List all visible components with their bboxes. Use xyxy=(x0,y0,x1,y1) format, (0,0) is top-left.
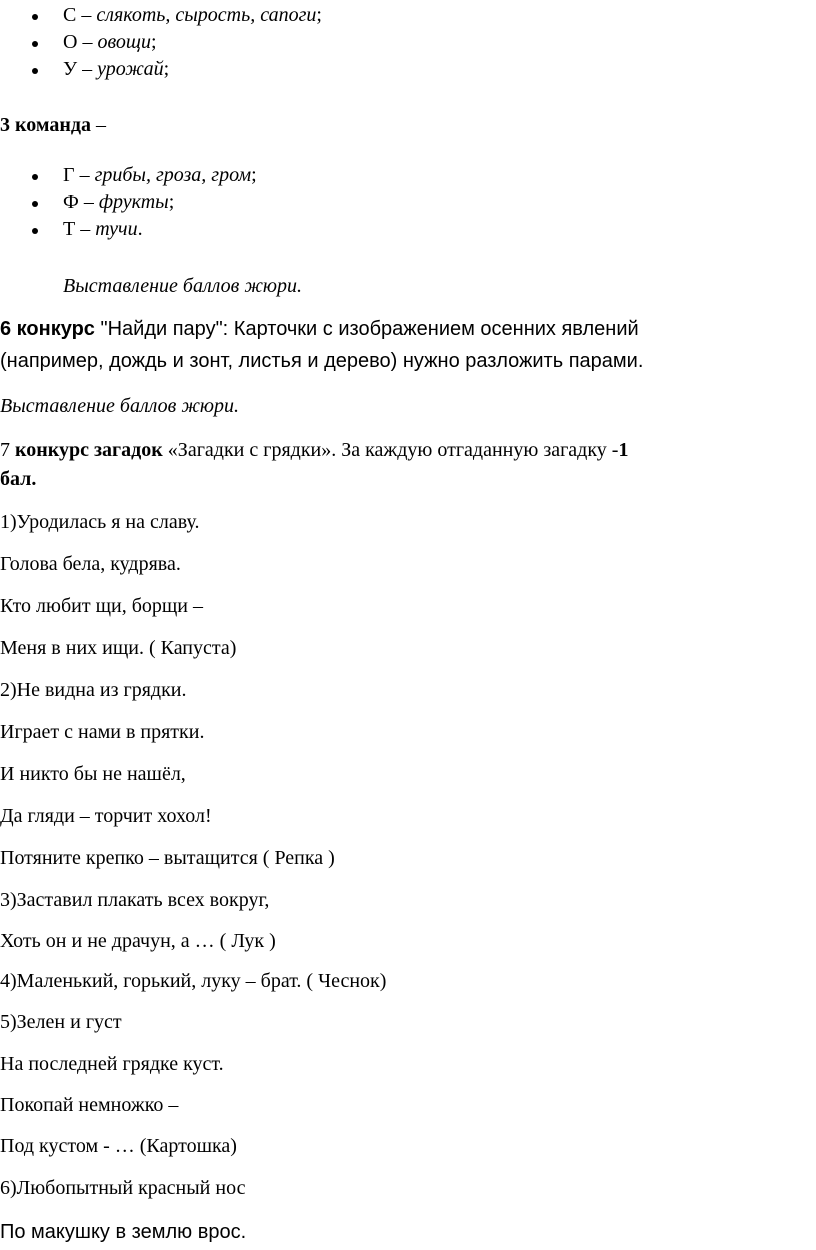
item-dash: – xyxy=(77,58,98,80)
item-end: ; xyxy=(163,58,170,80)
jury-text: Выставление баллов жюри. xyxy=(63,275,303,297)
riddle-text: 1)Уродилась я на славу. xyxy=(0,511,200,533)
contest6-text-2: (например, дождь и зонт, листья и дерево) нужно разложить парами. xyxy=(0,350,644,372)
riddle-line xyxy=(0,929,276,953)
contest6-text: "Найди пару": Карточки с изображением осенних явлений xyxy=(94,318,639,340)
item-words: урожай xyxy=(97,58,164,80)
team3-title: 3 команда xyxy=(0,114,92,136)
item-letter: С xyxy=(63,4,77,26)
item-end: . xyxy=(137,218,143,240)
riddle-line xyxy=(0,510,200,534)
contest7-number: 7 xyxy=(0,439,15,461)
riddle-text: Голова бела, кудрява. xyxy=(0,553,181,575)
riddle-line xyxy=(0,1052,224,1076)
list-item xyxy=(0,29,322,56)
list-item xyxy=(0,2,322,29)
item-end: ; xyxy=(316,4,322,26)
team3-dash: – xyxy=(91,114,107,136)
item-dash: – xyxy=(76,4,97,26)
item-letter: Ф xyxy=(63,191,79,213)
list-item xyxy=(0,189,257,216)
riddle-text: Да гляди – торчит хохол! xyxy=(0,805,212,827)
riddle-text: 6)Любопытный красный нос xyxy=(0,1177,246,1199)
item-letter: Т xyxy=(63,218,76,240)
riddle-text: И никто бы не нашёл, xyxy=(0,763,186,785)
contest7-score: 1 xyxy=(618,439,629,461)
riddle-line-last xyxy=(0,1220,246,1244)
bullet-icon xyxy=(32,41,38,47)
item-letter: О xyxy=(63,31,78,53)
contest6-line2 xyxy=(0,349,643,373)
riddle-text: Кто любит щи, борщи – xyxy=(0,595,203,617)
riddle-line xyxy=(0,1010,122,1034)
bullet-icon xyxy=(32,228,38,234)
contest7-score-unit: бал. xyxy=(0,468,37,490)
item-words: слякоть, сырость, сапоги xyxy=(96,4,317,26)
list-item xyxy=(0,56,322,83)
item-letter: Г xyxy=(63,164,75,186)
list-item xyxy=(0,216,257,243)
riddle-text: Потяните крепко – вытащится ( Репка ) xyxy=(0,847,335,869)
riddle-text: 5)Зелен и густ xyxy=(0,1011,122,1033)
item-words: грибы, гроза, гром xyxy=(94,164,252,186)
jury-note xyxy=(63,274,302,298)
riddle-text: Меня в них ищи. ( Капуста) xyxy=(0,637,237,659)
list-item xyxy=(0,162,257,189)
riddle-line xyxy=(0,762,186,786)
item-letter: У xyxy=(63,58,78,80)
item-end: ; xyxy=(150,31,157,53)
riddle-text: На последней грядке куст. xyxy=(0,1053,224,1075)
riddle-line xyxy=(0,1176,245,1200)
riddle-text: 3)Заставил плакать всех вокруг, xyxy=(0,889,270,911)
bullet-list-team2 xyxy=(0,2,322,83)
bullet-icon xyxy=(32,174,38,180)
item-end: ; xyxy=(251,164,257,186)
riddle-line xyxy=(0,594,203,618)
riddle-line xyxy=(0,846,335,870)
contest6-title: 6 конкурс xyxy=(0,318,95,340)
item-dash: – xyxy=(77,31,98,53)
riddle-line xyxy=(0,552,181,576)
riddle-text: По макушку в землю врос. xyxy=(0,1221,247,1243)
team3-heading xyxy=(0,113,106,137)
riddle-text: Покопай немножко – xyxy=(0,1094,179,1116)
riddle-text: 4)Маленький, горький, луку – брат. ( Чеснок) xyxy=(0,970,387,992)
contest7-title: конкурс загадок xyxy=(15,439,163,461)
riddle-text: Играет с нами в прятки. xyxy=(0,721,205,743)
riddle-text: 2)Не видна из грядки. xyxy=(0,679,187,701)
contest6-line1 xyxy=(0,317,639,341)
riddle-line xyxy=(0,720,204,744)
bullet-list-team3 xyxy=(0,162,257,243)
item-dash: – xyxy=(78,191,99,213)
contest7-line2 xyxy=(0,467,36,491)
item-words: тучи xyxy=(95,218,138,240)
riddle-line xyxy=(0,678,186,702)
riddle-line xyxy=(0,969,386,993)
jury-note-2 xyxy=(0,394,239,418)
riddle-line xyxy=(0,636,236,660)
bullet-icon xyxy=(32,201,38,207)
riddle-line xyxy=(0,1093,178,1117)
item-dash: – xyxy=(75,218,96,240)
riddle-line xyxy=(0,1134,237,1158)
contest7-line1 xyxy=(0,438,628,462)
bullet-icon xyxy=(32,68,38,74)
contest7-text: «Загадки с грядки». За каждую отгаданную загадку - xyxy=(162,439,619,461)
item-words: овощи xyxy=(97,31,151,53)
item-dash: – xyxy=(74,164,95,186)
riddle-text: Под кустом - … (Картошка) xyxy=(0,1135,237,1157)
item-end: ; xyxy=(168,191,175,213)
jury-text: Выставление баллов жюри. xyxy=(0,395,240,417)
item-words: фрукты xyxy=(98,191,169,213)
riddle-line xyxy=(0,804,212,828)
riddle-line xyxy=(0,888,269,912)
riddle-text: Хоть он и не драчун, а … ( Лук ) xyxy=(0,930,276,952)
bullet-icon xyxy=(32,14,38,20)
